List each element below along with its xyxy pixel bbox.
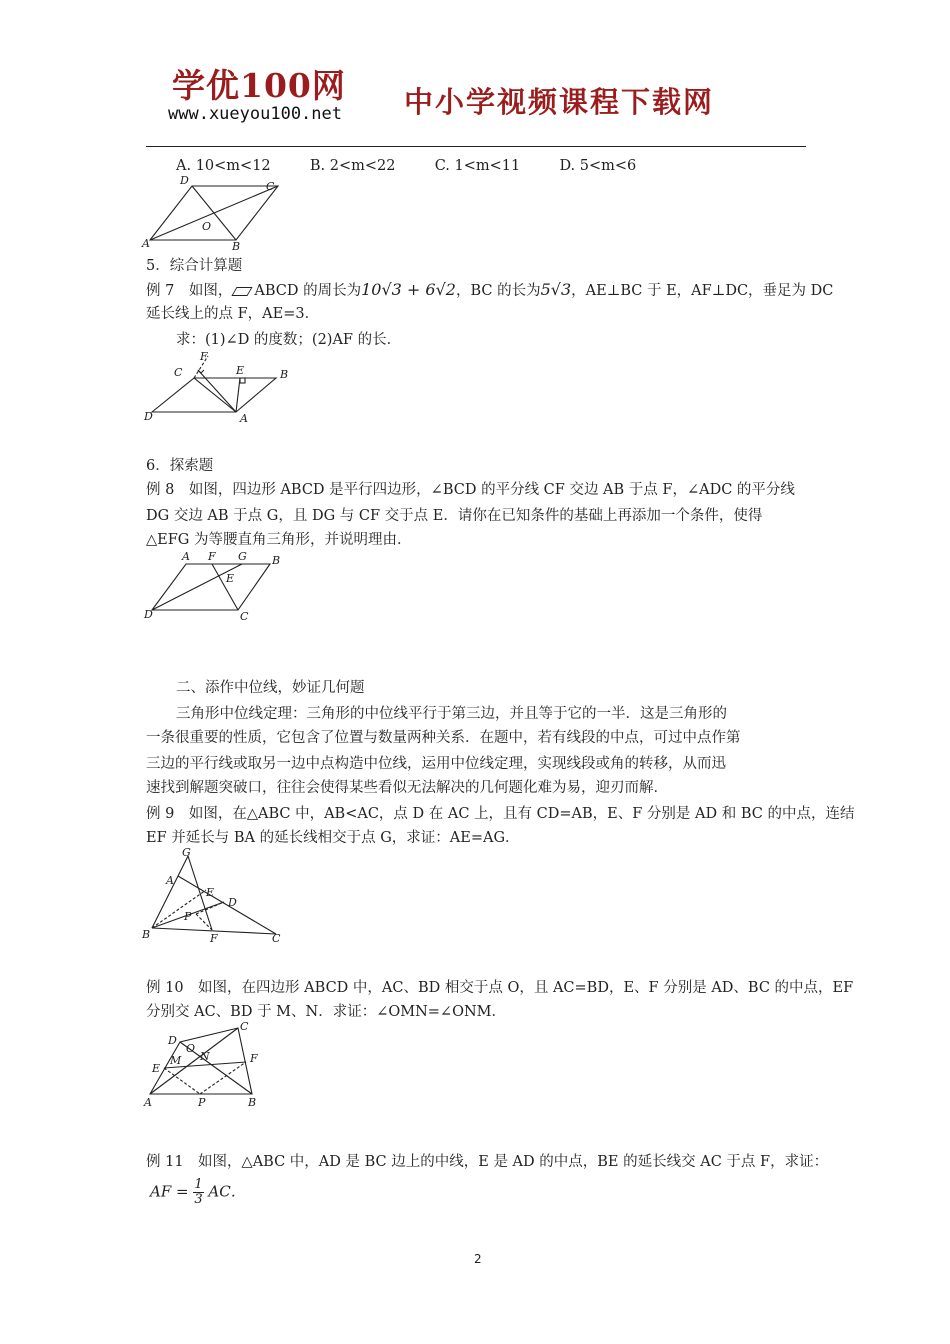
theorem-line2: 一条很重要的性质，它包含了位置与数量两种关系．在题中，若有线段的中点，可过中点作第 [146,730,741,746]
ex8-line1: 例 8 如图，四边形 ABCD 是平行四边形，∠BCD 的平分线 CF 交边 AB 于点 F，∠ADC 的平分线 [146,482,795,498]
fig1-label-b: B [232,240,241,250]
fig4-label-p: P [184,910,192,923]
ex7-perimeter-expr: 10√3 + 6√2 [361,280,456,299]
fig5-label-b: B [248,1096,257,1109]
site-url: www.xueyou100.net [168,104,342,124]
ex7-question: 求：(1)∠D 的度数；(2)AF 的长． [176,332,402,348]
option-a: A. 10<m<12 [176,158,271,174]
theorem-line4: 速找到解题突破口，往往会使得某些看似无法解决的几何题化难为易，迎刃而解． [146,780,668,796]
header-divider [146,146,806,147]
figure-ex10 [140,1018,270,1110]
fig5-label-c: C [240,1020,249,1033]
ex9-line2: EF 并延长与 BA 的延长线相交于点 G，求证：AE=AG． [146,830,520,846]
ex8-line2: DG 交边 AB 于点 G，且 DG 与 CF 交于点 E．请你在已知条件的基础上再添加一个条件，使得 [146,508,763,524]
fig2-label-c: C [174,366,183,379]
fig3-label-c: C [240,610,249,623]
fig4-label-f: F [210,932,218,945]
fig2-label-b: B [280,368,289,381]
fig5-label-m: M [170,1054,182,1067]
figure-parallelogram-diagonals [140,172,290,250]
fig1-label-c: C [266,180,275,193]
ex11-line1: 例 11 如图，△ABC 中，AD 是 BC 边上的中线，E 是 AD 的中点，BE 的延长线交 AC 于点 F，求证： [146,1154,829,1170]
fig5-label-e: E [152,1062,161,1075]
fig2-label-f: F [200,350,208,363]
ex10-line2: 分别交 AC、BD 于 M、N．求证：∠OMN=∠ONM． [146,1004,506,1020]
ex11-lhs: AF = [150,1182,189,1201]
option-b: B. 2<m<22 [309,158,396,174]
page-number: 2 [474,1252,482,1266]
ex7-line2: 延长线上的点 F，AE=3． [146,306,320,322]
fig2-label-e: E [236,364,245,377]
section5-heading: 5．综合计算题 [146,258,243,274]
part2-heading: 二、添作中位线，妙证几何题 [176,680,365,696]
fig3-label-b: B [272,554,281,567]
ex11-formula [150,1178,246,1207]
ex11-fraction [193,1178,203,1207]
fig5-label-a: A [144,1096,152,1109]
option-d: D. 5<m<6 [559,158,637,174]
fig2-label-d: D [144,410,153,423]
fig1-label-d: D [180,174,189,187]
ex8-line3: △EFG 为等腰直角三角形，并说明理由． [146,532,412,548]
section6-heading: 6．探索题 [146,458,214,474]
figure-ex7 [140,350,300,424]
ex7-bc-expr: 5√3 [540,280,572,299]
ex7-line1: 例 7 如图， ABCD 的周长为10√3 + 6√2，BC 的长为5√3，AE⊥BC 于 E，AF⊥DC，垂足为 DC [146,280,834,299]
option-c: C. 1<m<11 [434,158,521,174]
ex11-numerator: 1 [194,1177,203,1192]
fig4-label-g: G [182,846,191,859]
fig4-label-d: D [228,896,237,909]
fig5-label-f: F [250,1052,258,1065]
ex11-rhs: AC． [208,1182,246,1201]
fig3-label-f: F [208,550,216,563]
site-logo: 学优100网 [172,66,346,105]
fig5-label-d: D [168,1034,177,1047]
fig3-label-g: G [238,550,247,563]
fig2-label-a: A [240,412,248,424]
fig1-label-o: O [202,220,212,233]
parallelogram-symbol-icon [232,287,253,296]
fig4-label-a: A [166,874,174,887]
figure-ex9 [140,846,290,946]
fig5-label-p: P [198,1096,206,1109]
fig4-label-c: C [272,932,281,945]
fig3-label-d: D [144,608,153,621]
fig4-label-e: E [206,886,215,899]
theorem-line1: 三角形中位线定理：三角形的中位线平行于第三边，并且等于它的一半．这是三角形的 [176,706,727,722]
fig4-label-b: B [142,928,151,941]
fig3-label-a: A [182,550,190,563]
ex9-line1: 例 9 如图，在△ABC 中，AB<AC，点 D 在 AC 上，且有 CD=AB，E、F 分别是 AD 和 BC 的中点，连结 [146,806,855,822]
site-slogan: 中小学视频课程下载网 [404,85,715,119]
fig5-label-n: N [200,1050,210,1063]
fig1-label-a: A [142,237,150,250]
figure-ex8 [140,548,290,624]
ex11-denominator: 3 [194,1192,203,1207]
theorem-line3: 三边的平行线或取另一边中点构造中位线，运用中位线定理，实现线段或角的转移，从而迅 [146,756,726,772]
fig5-label-o: O [186,1042,196,1055]
fig3-label-e: E [226,572,235,585]
ex10-line1: 例 10 如图，在四边形 ABCD 中，AC、BD 相交于点 O，且 AC=BD，E、F 分别是 AD、BC 的中点，EF [146,980,854,996]
